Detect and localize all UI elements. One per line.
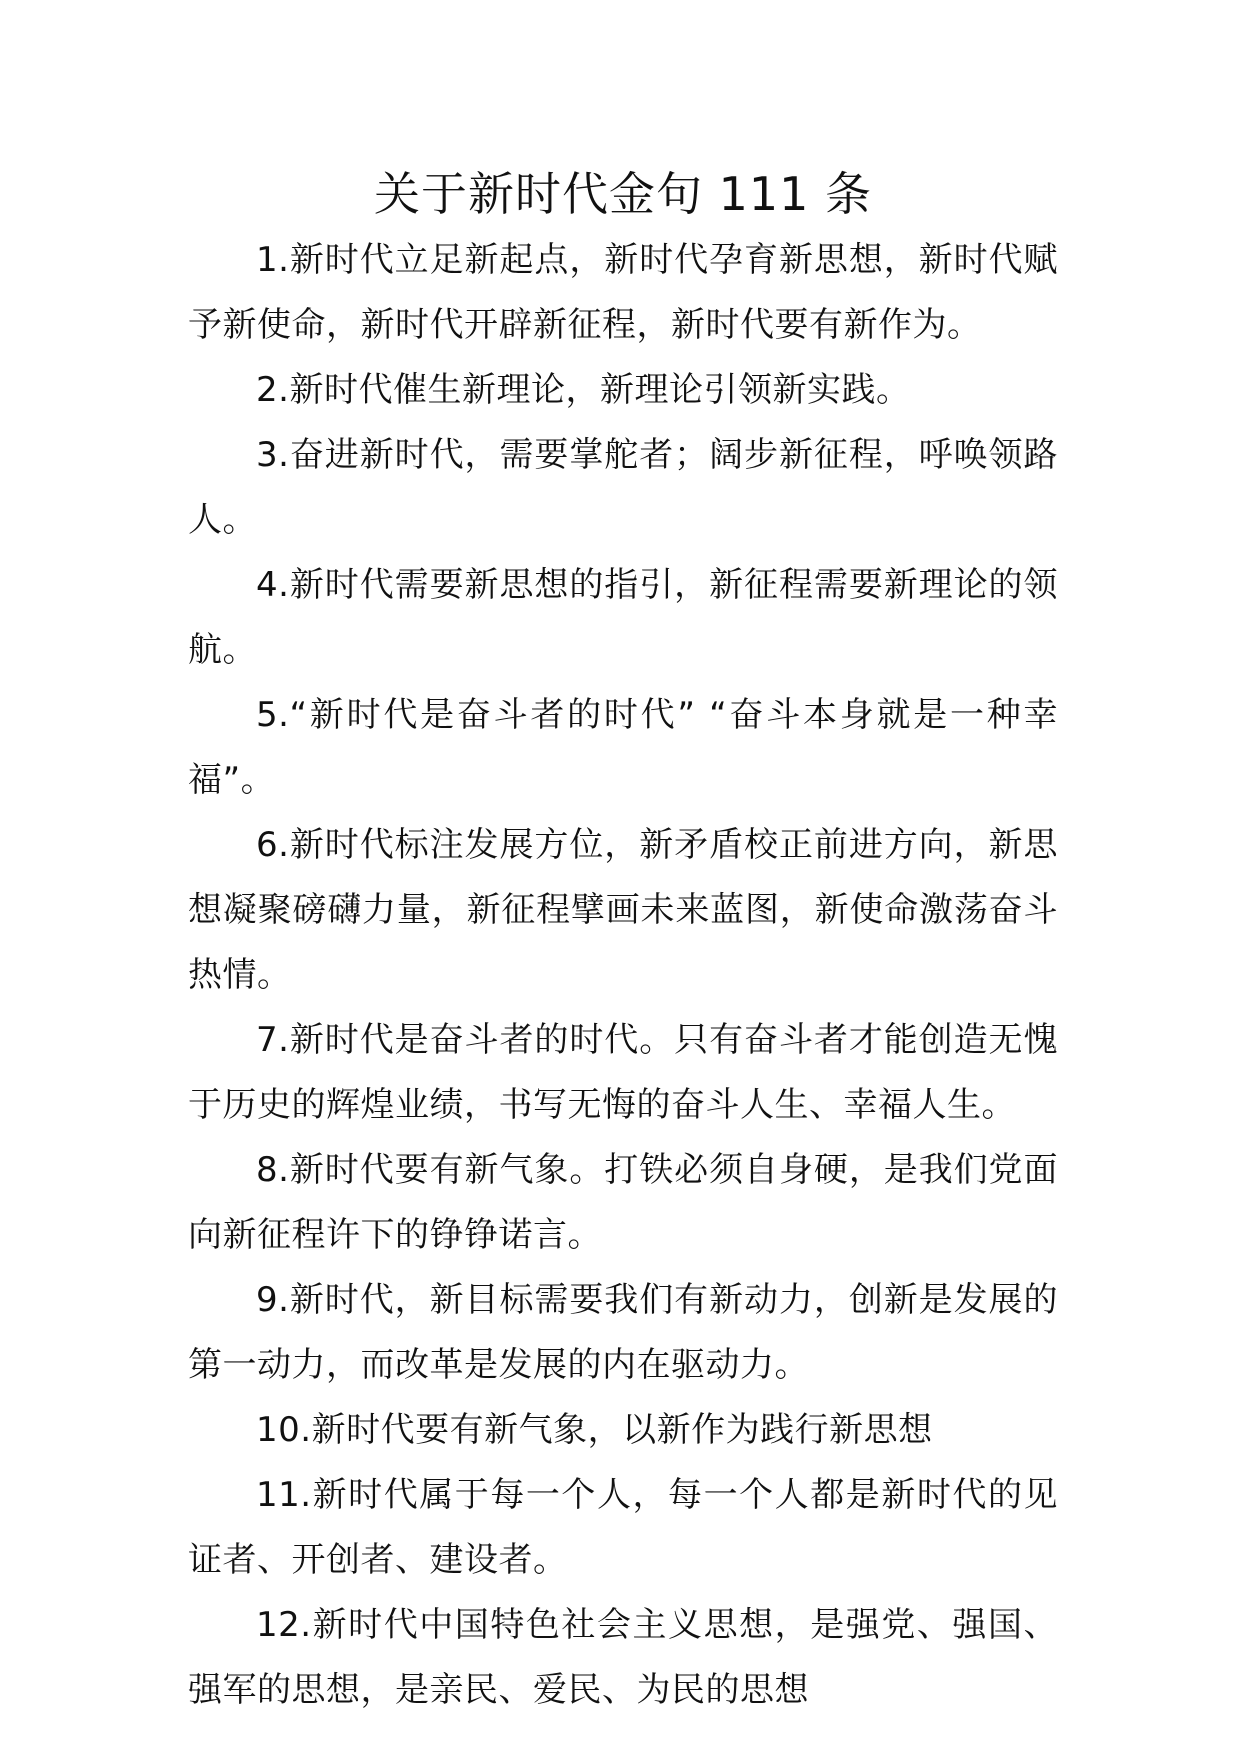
quote-item: 11.新时代属于每一个人，每一个人都是新时代的见证者、开创者、建设者。: [188, 1475, 1058, 1580]
quote-item: 5.“新时代是奋斗者的时代” “奋斗本身就是一种幸福”。: [188, 695, 1058, 800]
quote-item: 3.奋进新时代，需要掌舵者；阔步新征程，呼唤领路人。: [188, 435, 1058, 540]
quote-item: 2.新时代催生新理论，新理论引领新实践。: [256, 370, 911, 410]
quote-item: 1.新时代立足新起点，新时代孕育新思想，新时代赋予新使命，新时代开辟新征程，新时代要有新作为。: [188, 240, 1058, 345]
document-title: 关于新时代金句 111 条: [373, 167, 873, 221]
quote-item: 10.新时代要有新气象，以新作为践行新思想: [256, 1410, 933, 1450]
quote-item: 8.新时代要有新气象。打铁必须自身硬，是我们党面向新征程许下的铮铮诺言。: [188, 1150, 1058, 1255]
quote-item: 6.新时代标注发展方位，新矛盾校正前进方向，新思想凝聚磅礴力量，新征程擘画未来蓝图，新使命激荡奋斗热情。: [188, 825, 1058, 995]
quote-item: 7.新时代是奋斗者的时代。只有奋斗者才能创造无愧于历史的辉煌业绩，书写无悔的奋斗人生、幸福人生。: [188, 1020, 1058, 1125]
quote-list: [188, 228, 1058, 1723]
quote-item: 12.新时代中国特色社会主义思想，是强党、强国、强军的思想，是亲民、爱民、为民的思想: [188, 1605, 1058, 1710]
quote-item: 9.新时代，新目标需要我们有新动力，创新是发展的第一动力，而改革是发展的内在驱动力。: [188, 1280, 1058, 1385]
document-page: [188, 160, 1058, 1723]
quote-item: 4.新时代需要新思想的指引，新征程需要新理论的领航。: [188, 565, 1058, 670]
